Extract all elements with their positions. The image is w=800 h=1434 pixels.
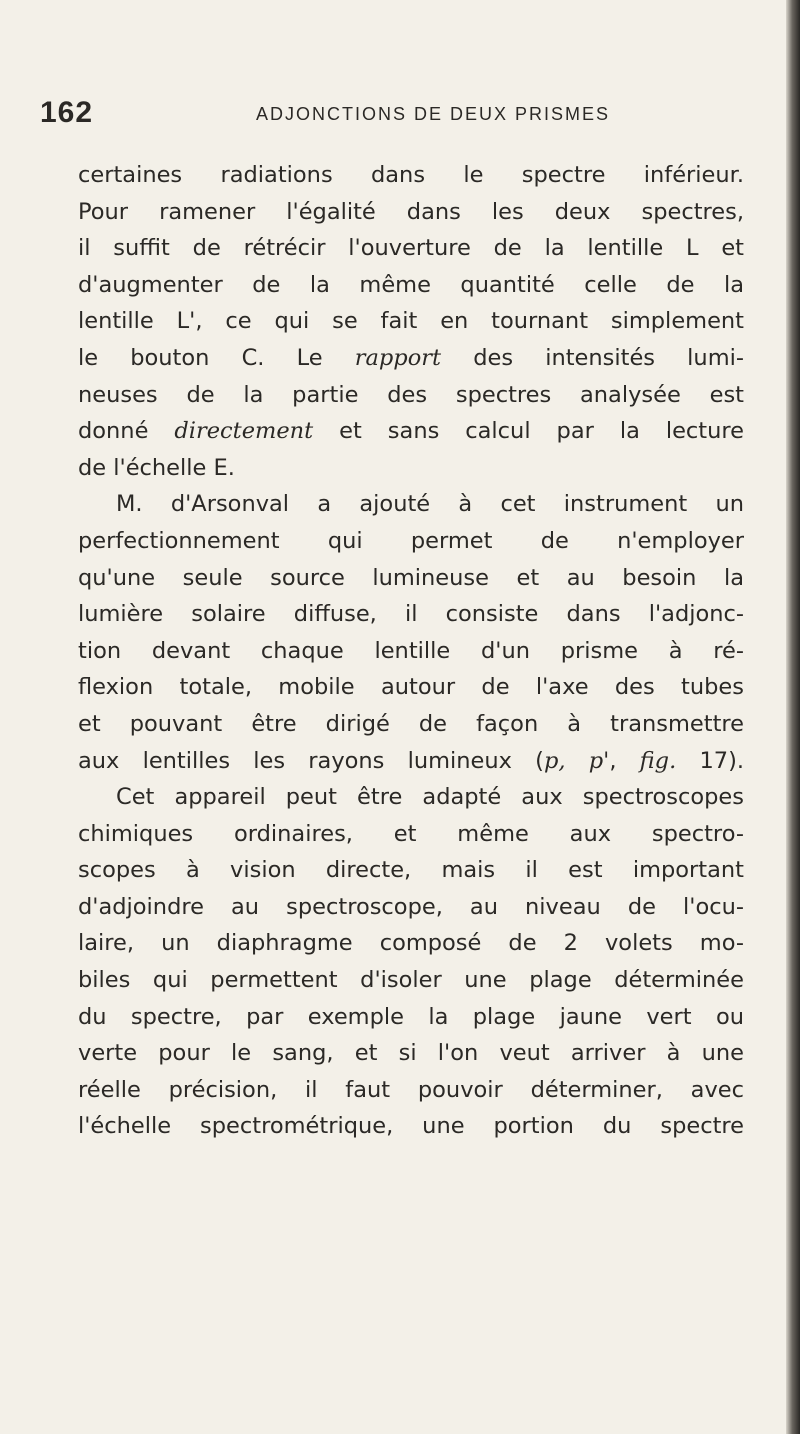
text-line: d'augmenter de la même quantité celle de la <box>78 271 744 298</box>
text-line: d'adjoindre au spectroscope, au niveau de l'ocu- <box>78 893 744 920</box>
page-number: 162 <box>40 96 94 129</box>
text-line: neuses de la partie des spectres analysée est <box>78 381 744 408</box>
text-line: de l'échelle E. <box>78 454 235 481</box>
body-text <box>78 157 744 1145</box>
text-line: donné directement et sans calcul par la lecture <box>78 418 744 445</box>
text-line: lumière solaire diffuse, il consiste dans l'adjonc- <box>78 601 744 628</box>
text-line: Pour ramener l'égalité dans les deux spectres, <box>78 198 744 225</box>
book-spine-shadow <box>786 0 800 1434</box>
text-line: réelle précision, il faut pouvoir déterminer, avec <box>78 1076 744 1103</box>
text-line: lentille L', ce qui se fait en tournant simplement <box>78 308 744 335</box>
text-line: perfectionnement qui permet de n'employer <box>78 527 744 554</box>
italic-word: rapport <box>354 344 442 371</box>
text-line: il suffit de rétrécir l'ouverture de la lentille L et <box>78 235 744 262</box>
text-line: certaines radiations dans le spectre inférieur. <box>78 162 744 188</box>
italic-symbol: p, p' <box>543 747 610 774</box>
text-line: Cet appareil peut être adapté aux spectroscopes <box>116 784 744 811</box>
figure-reference: fig. <box>639 747 677 774</box>
text-line: et pouvant être dirigé de façon à transmettre <box>78 710 744 737</box>
text-line: M. d'Arsonval a ajouté à cet instrument un <box>116 491 744 518</box>
text-line: tion devant chaque lentille d'un prisme à ré- <box>78 637 744 664</box>
running-title: ADJONCTIONS DE DEUX PRISMES <box>256 104 611 124</box>
text-line: aux lentilles les rayons lumineux (p, p', fig. 17). <box>78 747 744 774</box>
text-line: qu'une seule source lumineuse et au besoin la <box>78 564 744 591</box>
text-line: l'échelle spectrométrique, une portion du spectre <box>78 1113 744 1140</box>
text-line: flexion totale, mobile autour de l'axe des tubes <box>78 674 744 701</box>
text-line: chimiques ordinaires, et même aux spectro- <box>78 820 744 847</box>
text-line: verte pour le sang, et si l'on veut arriver à une <box>78 1040 744 1067</box>
text-line: du spectre, par exemple la plage jaune vert ou <box>78 1003 744 1030</box>
text-line: scopes à vision directe, mais il est important <box>78 857 744 884</box>
text-line: le bouton C. Le rapport des intensités lumi- <box>78 344 744 371</box>
text-line: biles qui permettent d'isoler une plage déterminée <box>78 967 744 994</box>
italic-word: directement <box>174 418 314 445</box>
text-line: laire, un diaphragme composé de 2 volets mo- <box>78 930 744 957</box>
page-header <box>40 96 760 136</box>
